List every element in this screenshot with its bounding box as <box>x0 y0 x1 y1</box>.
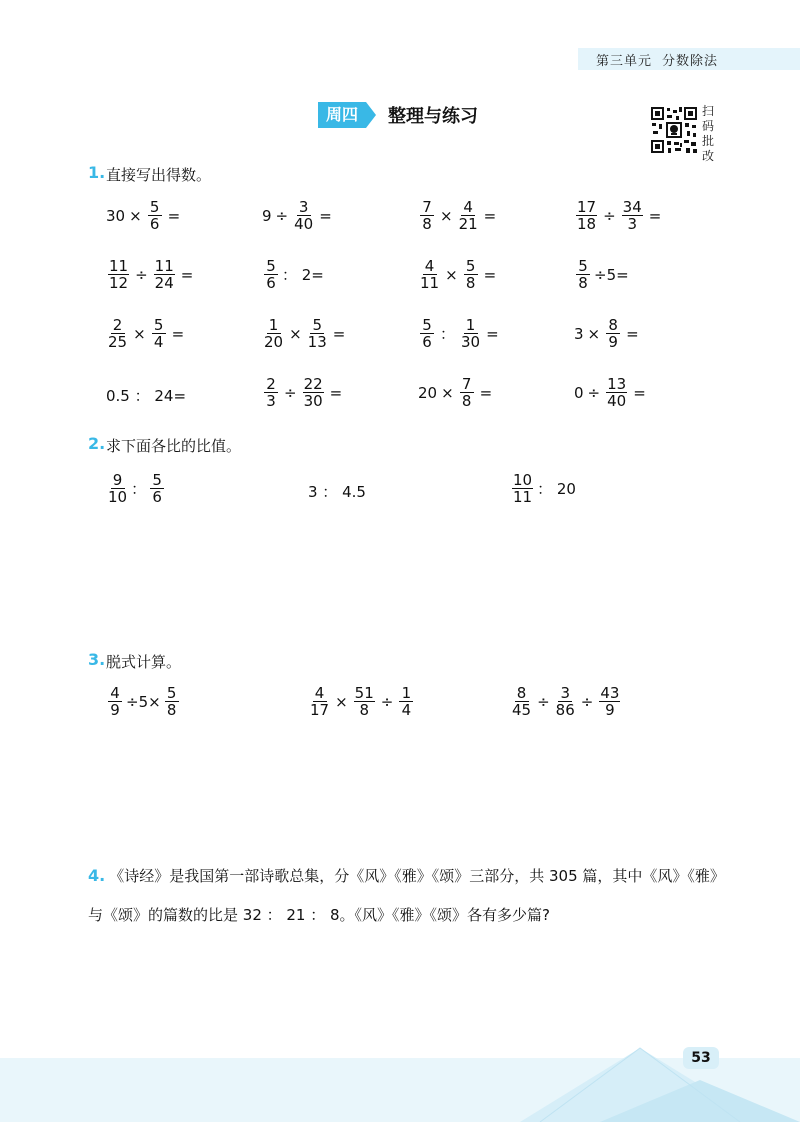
fraction <box>399 685 413 718</box>
numerator: 51 <box>354 684 374 702</box>
fraction <box>464 258 478 291</box>
exercise[interactable] <box>418 376 496 409</box>
unit-label: 第三单元 <box>596 54 653 69</box>
equals: = <box>319 206 332 225</box>
equals: = <box>648 206 662 225</box>
operator: ÷ <box>603 206 616 225</box>
equals: = <box>486 324 499 343</box>
numerator: 5 <box>464 258 478 275</box>
exercise[interactable] <box>106 385 186 406</box>
numerator: 11 <box>109 257 129 275</box>
fraction <box>303 376 324 409</box>
equals: = <box>332 324 346 343</box>
numerator: 4 <box>108 685 122 702</box>
numerator: 34 <box>622 198 642 216</box>
denominator: 20 <box>264 333 284 351</box>
section-label: 分数除法 <box>662 54 719 69</box>
equals: = <box>180 265 194 284</box>
denominator: 21 <box>458 215 478 233</box>
question-text: 《诗经》是我国第一部诗歌总集，分《风》《雅》《颂》三部分，共 305 篇，其中《风》《雅》与《颂》的篇数的比是 32 ： 21 ： 8。《风》《雅》《颂》各有多少篇? <box>88 867 725 924</box>
numerator: 5 <box>576 258 590 275</box>
exercise[interactable] <box>262 199 336 232</box>
fraction <box>308 317 327 350</box>
operator: ： <box>440 325 456 343</box>
exercise[interactable] <box>262 317 349 350</box>
exercise[interactable] <box>308 481 366 502</box>
fraction <box>152 317 166 350</box>
operator: × <box>133 324 146 343</box>
equals: = <box>171 324 185 343</box>
numerator: 13 <box>607 375 627 393</box>
operator: × <box>445 265 458 284</box>
denominator: 25 <box>108 333 128 351</box>
exercise[interactable] <box>106 472 166 505</box>
numerator: 3 <box>297 199 311 216</box>
term: ： 2= <box>282 266 324 284</box>
exercise[interactable] <box>106 258 197 291</box>
fraction <box>108 258 129 291</box>
fraction <box>354 685 375 718</box>
denominator: 4 <box>401 701 412 719</box>
exercise[interactable] <box>418 258 500 291</box>
question-text: 直接写出得数。 <box>106 166 212 184</box>
equals: = <box>479 383 493 402</box>
denominator: 8 <box>578 274 588 292</box>
denominator: 40 <box>294 215 314 233</box>
fraction <box>310 685 329 718</box>
denominator: 8 <box>166 701 177 719</box>
operator: × <box>335 692 348 711</box>
denominator: 10 <box>108 488 128 506</box>
equals: = <box>626 324 639 343</box>
fraction <box>622 199 643 232</box>
denominator: 45 <box>512 701 532 719</box>
fraction <box>606 317 620 350</box>
scan-label <box>702 104 716 164</box>
term: 0.5 ： 24= <box>106 387 187 405</box>
question-number: 4. <box>88 866 106 885</box>
denominator: 18 <box>577 215 597 233</box>
operator: ÷ <box>135 265 148 284</box>
fraction <box>460 376 474 409</box>
fraction <box>461 317 480 350</box>
equals: = <box>483 265 497 284</box>
denominator: 40 <box>607 392 627 410</box>
numerator: 4 <box>313 685 327 702</box>
fraction <box>150 472 164 505</box>
denominator: 6 <box>266 274 276 292</box>
denominator: 24 <box>154 274 174 292</box>
denominator: 3 <box>266 392 276 410</box>
denominator: 8 <box>461 392 472 410</box>
numerator: 2 <box>111 317 125 334</box>
page-number: 53 <box>683 1047 719 1069</box>
title-text: 整理与练习 <box>388 106 479 127</box>
exercise[interactable] <box>574 317 643 350</box>
equals: = <box>633 383 646 402</box>
exercise[interactable] <box>418 317 503 350</box>
numerator: 2 <box>264 376 278 393</box>
fraction <box>264 317 283 350</box>
numerator: 5 <box>152 317 166 334</box>
denominator: 11 <box>420 274 440 292</box>
exercise[interactable] <box>262 376 346 409</box>
ratio-colon: ： <box>131 480 147 498</box>
denominator: 9 <box>605 701 615 719</box>
denominator: 6 <box>152 488 162 506</box>
operator: × <box>441 383 454 402</box>
numerator: 9 <box>111 472 125 489</box>
scan-char: 扫 <box>702 104 715 118</box>
scan-char: 批 <box>702 134 715 148</box>
operator: ÷ <box>537 692 550 711</box>
numerator: 4 <box>423 258 437 275</box>
badge-arrow <box>366 102 376 128</box>
numerator: 7 <box>460 376 474 393</box>
exercise[interactable] <box>106 199 184 232</box>
operator: ÷ <box>580 692 594 711</box>
exercise[interactable] <box>574 376 650 409</box>
numerator: 11 <box>154 257 174 275</box>
operator: ÷ <box>380 692 394 711</box>
exercise[interactable] <box>262 258 326 291</box>
term: 0 <box>574 383 584 402</box>
equals: = <box>483 206 497 225</box>
denominator: 6 <box>149 215 160 233</box>
denominator: 8 <box>359 701 369 719</box>
denominator: 11 <box>513 488 533 506</box>
operator: ÷ <box>284 383 297 402</box>
fraction <box>512 472 533 505</box>
denominator: 3 <box>627 215 637 233</box>
denominator: 30 <box>303 392 323 410</box>
denominator: 9 <box>608 333 618 351</box>
numerator: 4 <box>461 199 475 216</box>
exercise[interactable] <box>106 317 188 350</box>
exercise[interactable] <box>106 685 181 718</box>
footer-decoration <box>0 1040 800 1122</box>
numerator: 1 <box>399 685 413 702</box>
fraction <box>576 199 597 232</box>
numerator: 7 <box>420 199 434 216</box>
day-badge: 周四 <box>318 102 366 128</box>
term: 3 <box>574 324 584 343</box>
numerator: 5 <box>148 199 162 216</box>
numerator: 22 <box>303 375 323 393</box>
denominator: 13 <box>307 333 327 351</box>
fraction <box>154 258 175 291</box>
fraction <box>148 199 162 232</box>
term: 30 <box>106 206 126 225</box>
exercise[interactable] <box>418 199 500 232</box>
fraction <box>459 199 478 232</box>
term: 9 <box>262 206 272 225</box>
numerator: 5 <box>420 317 434 334</box>
fraction <box>264 376 278 409</box>
page-title <box>318 102 478 128</box>
denominator: 86 <box>555 701 575 719</box>
scan-char: 改 <box>702 149 715 163</box>
numerator: 5 <box>165 685 179 702</box>
fraction <box>512 685 531 718</box>
operator: × <box>440 206 453 225</box>
question-number: 1. <box>88 163 106 182</box>
exercise[interactable] <box>574 199 665 232</box>
numerator: 1 <box>464 317 478 334</box>
fraction <box>420 258 439 291</box>
operator: × <box>129 206 142 225</box>
question-number: 2. <box>88 434 106 453</box>
fraction <box>576 258 590 291</box>
word-problem <box>88 856 728 935</box>
numerator: 43 <box>600 684 620 702</box>
question-text: 求下面各比的比值。 <box>106 437 242 455</box>
operator: ÷ <box>587 383 601 402</box>
qr-code-icon[interactable] <box>650 106 698 154</box>
fraction <box>294 199 313 232</box>
operator: × <box>587 324 601 343</box>
fraction <box>108 685 122 718</box>
fraction <box>264 258 278 291</box>
denominator: 6 <box>422 333 432 351</box>
question-number: 3. <box>88 650 106 669</box>
operator: ÷ <box>275 206 289 225</box>
numerator: 1 <box>267 317 281 334</box>
numerator: 3 <box>558 685 572 702</box>
term: 3 ： 4.5 <box>308 483 366 501</box>
operator: × <box>289 324 302 343</box>
term: 20 <box>418 383 438 402</box>
term: ： 20 <box>537 480 576 498</box>
numerator: 5 <box>310 317 324 334</box>
header-breadcrumb <box>596 50 718 69</box>
denominator: 8 <box>465 274 476 292</box>
exercise[interactable] <box>510 472 578 505</box>
numerator: 5 <box>150 472 164 489</box>
fraction <box>108 472 127 505</box>
numerator: 5 <box>264 258 278 275</box>
denominator: 30 <box>461 333 481 351</box>
equals: = <box>167 206 181 225</box>
fraction <box>606 376 627 409</box>
fraction <box>420 199 434 232</box>
denominator: 4 <box>153 333 164 351</box>
numerator: 8 <box>515 685 529 702</box>
scan-char: 码 <box>702 119 715 133</box>
term: ÷5= <box>594 265 629 284</box>
denominator: 12 <box>109 274 129 292</box>
fraction <box>420 317 434 350</box>
fraction <box>556 685 575 718</box>
fraction <box>165 685 179 718</box>
fraction <box>108 317 127 350</box>
numerator: 8 <box>606 317 620 334</box>
term: ÷5× <box>126 692 161 711</box>
numerator: 17 <box>577 198 597 216</box>
denominator: 8 <box>422 215 432 233</box>
fraction <box>599 685 620 718</box>
exercise[interactable] <box>308 685 415 718</box>
denominator: 9 <box>110 701 120 719</box>
exercise[interactable] <box>574 258 631 291</box>
numerator: 10 <box>513 471 533 489</box>
question-text: 脱式计算。 <box>106 653 182 671</box>
equals: = <box>329 383 343 402</box>
exercise[interactable] <box>510 685 622 718</box>
denominator: 17 <box>310 701 330 719</box>
